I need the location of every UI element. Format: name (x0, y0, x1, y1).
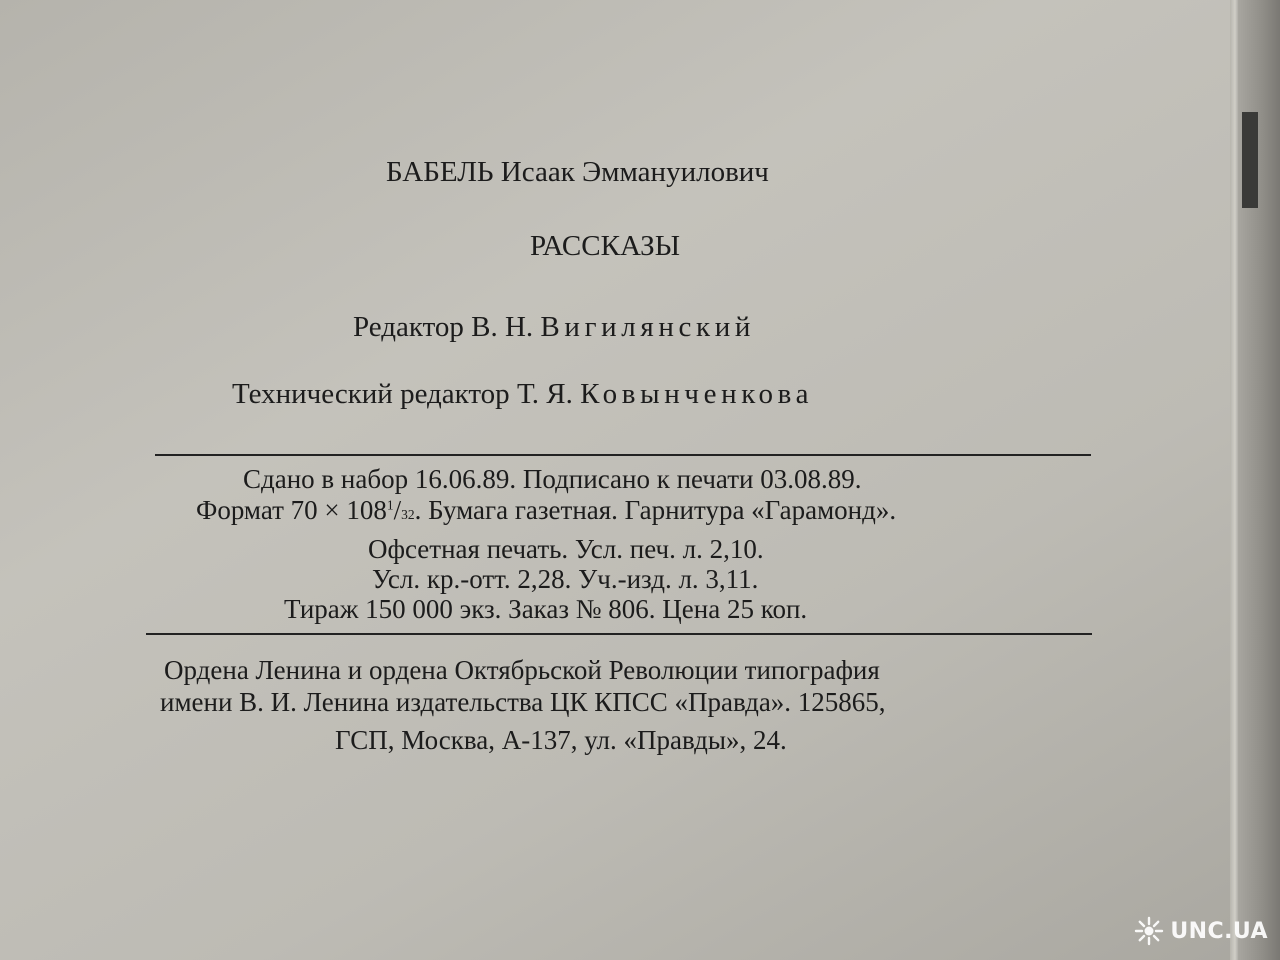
author-given-name: Исаак Эммануилович (500, 156, 769, 188)
divider-top (155, 454, 1091, 456)
author-surname: БАБЕЛЬ (386, 156, 494, 188)
print-info-line-4: Усл. кр.-отт. 2,28. Уч.-изд. л. 3,11. (372, 564, 759, 594)
book-title: РАССКАЗЫ (530, 230, 680, 262)
author-line (386, 158, 769, 187)
watermark-text: UNC.UA (1170, 918, 1268, 944)
editor-name: Вигилянский (540, 311, 756, 343)
tech-editor-label: Технический редактор (232, 378, 510, 410)
editor-label: Редактор (353, 311, 464, 343)
binding-tab (1242, 112, 1258, 208)
printer-line-1: Ордена Ленина и ордена Октябрьской Революции типография (164, 655, 880, 685)
editor-initials: В. Н. (471, 311, 534, 343)
print-info-line-3: Офсетная печать. Усл. печ. л. 2,10. (368, 534, 764, 564)
paper-type: . Бумага газетная. Гарнитура «Гарамонд». (414, 495, 897, 525)
printer-line-2: имени В. И. Ленина издательства ЦК КПСС «Правда». 125865, (160, 687, 886, 717)
divider-bottom (146, 633, 1092, 635)
editor-line (353, 313, 755, 342)
tech-editor-initials: Т. Я. (516, 378, 573, 410)
print-info-line-2 (196, 497, 896, 524)
watermark (1134, 916, 1268, 946)
format-numerator: 1 (386, 497, 394, 513)
format-label: Формат 70 × 108 (196, 495, 387, 525)
format-slash: / (393, 495, 402, 525)
sun-logo-icon (1134, 916, 1164, 946)
printer-line-3: ГСП, Москва, А-137, ул. «Правды», 24. (335, 725, 787, 755)
tech-editor-line (232, 380, 813, 409)
print-info-line-5: Тираж 150 000 экз. Заказ № 806. Цена 25 коп. (284, 594, 808, 624)
format-denominator: 32 (401, 507, 415, 522)
tech-editor-name: Ковынченкова (580, 378, 814, 410)
print-info-line-1: Сдано в набор 16.06.89. Подписано к печати 03.08.89. (243, 464, 862, 494)
